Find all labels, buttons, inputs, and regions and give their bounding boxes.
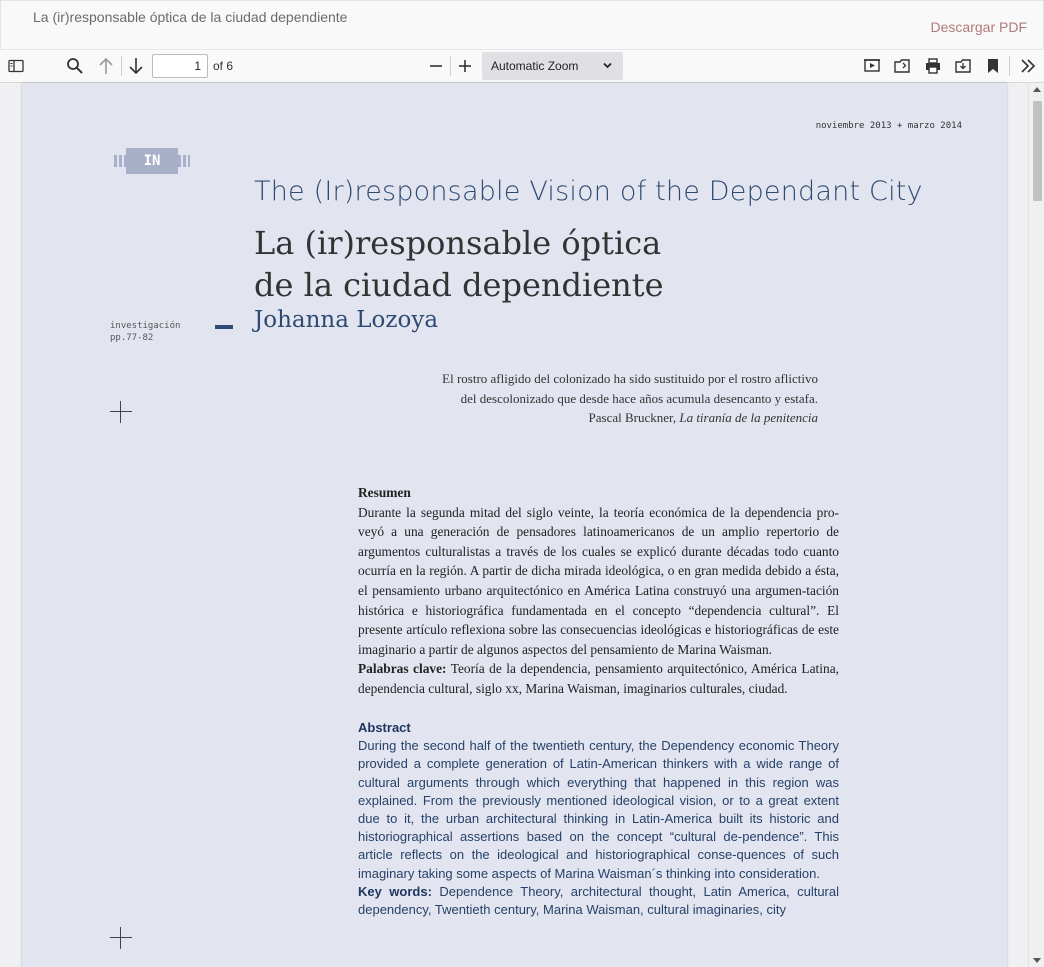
- zoom-out-button[interactable]: [423, 53, 449, 79]
- pdf-page: [22, 83, 1007, 967]
- previous-page-button[interactable]: [93, 53, 119, 79]
- bookmark-button[interactable]: [980, 53, 1006, 79]
- download-icon: [954, 57, 972, 75]
- spanish-title: [254, 222, 664, 306]
- print-button[interactable]: [920, 53, 946, 79]
- toolbar-separator: [121, 56, 122, 76]
- presentation-icon: [863, 57, 881, 75]
- section-label: [110, 320, 180, 344]
- epigraph-author: Pascal Bruckner,: [588, 410, 680, 425]
- spanish-title-line-1: La (ir)responsable óptica: [254, 224, 662, 262]
- scrollbar-thumb[interactable]: [1033, 101, 1042, 201]
- page-count: of 6: [213, 59, 234, 73]
- abstract-heading: Abstract: [358, 720, 411, 735]
- arrow-down-icon: [128, 57, 144, 75]
- next-page-button[interactable]: [123, 53, 149, 79]
- epigraph-attribution: [392, 408, 818, 428]
- zoom-select[interactable]: [482, 52, 623, 80]
- bookmark-icon: [986, 57, 1000, 75]
- sidebar-toggle-button[interactable]: [3, 53, 29, 79]
- page-number-input[interactable]: [152, 54, 208, 78]
- abstract-section: [358, 719, 839, 919]
- zoom-in-button[interactable]: [452, 53, 478, 79]
- issue-date: noviembre 2013 + marzo 2014: [815, 121, 962, 131]
- epigraph-book: La tiranía de la penitencia: [679, 410, 818, 425]
- minus-icon: [429, 59, 443, 73]
- epigraph-line-2: del descolonizado que desde hace años acumula desencanto y estafa.: [460, 390, 818, 406]
- abstract-text: During the second half of the twentieth century, the Dependency economic Theory provided a complete generation of Latin-American thinkers with a wide range of cultural arguments through which everything that happened in this region was explained. From the previously mentioned ideological vision, or to a great extent due to it, the urban architectural thinking in Latin-America built its historic and historiographical assertions based on the concept “cultural de-pendence”. This article reflects on the ideological and historiographical conse-quences of such imaginary taking some aspects of Marina Waisman´s thinking into consideration.: [358, 738, 839, 881]
- toolbar-separator: [450, 56, 451, 76]
- sidebar-toggle-icon: [8, 59, 24, 73]
- badge-pattern-left: [114, 155, 126, 167]
- search-icon: [66, 57, 84, 75]
- double-chevron-icon: [1019, 58, 1037, 74]
- english-title: The (Ir)responsable Vision of the Dependant City: [254, 176, 923, 207]
- save-button[interactable]: [950, 53, 976, 79]
- tools-menu-button[interactable]: [1015, 53, 1041, 79]
- epigraph-line-1: El rostro afligido del colonizado ha sido sustituido por el rostro aflictivo: [442, 371, 818, 386]
- keywords-label: Key words:: [358, 883, 432, 899]
- download-pdf-link[interactable]: Descargar PDF: [930, 19, 1027, 35]
- palabras-clave-label: Palabras clave:: [358, 661, 447, 677]
- chevron-down-icon: [602, 60, 613, 71]
- presentation-mode-button[interactable]: [859, 53, 885, 79]
- pdf-toolbar: [0, 50, 1044, 83]
- resumen-section: [358, 483, 839, 699]
- spanish-title-line-2: de la ciudad dependiente: [254, 266, 664, 304]
- search-button[interactable]: [62, 53, 88, 79]
- section-badge: [114, 148, 190, 174]
- crop-mark-plus: [110, 927, 132, 949]
- section-name: investigación: [110, 321, 181, 331]
- scroll-up-arrow-icon[interactable]: [1033, 87, 1041, 92]
- plus-icon: [458, 59, 472, 73]
- badge-label: IN: [143, 153, 161, 169]
- page-range: pp.77-82: [110, 333, 154, 343]
- resumen-text: Durante la segunda mitad del siglo veinte, la teoría económica de la dependencia pro-veyó a una generación de pensadores latinoamericanos de un amplio repertorio de argumentos culturalistas a través de los cuales se explicó durante décadas todo cuanto ocurría en la región. A partir de dicha mirada ideológica, o en gran medida debido a ésta, el pensamiento urbano arquitectónico en América Latina construyó una argumen-tación histórica e historiográfica fundamentada en el concepto “dependencia cultural”. El presente artículo reflexiona sobre las consecuencias ideológicas e historiográficas de este imaginario a partir de algunos aspectos del pensamiento de Marina Waisman.: [358, 504, 839, 657]
- vertical-scrollbar[interactable]: [1028, 83, 1044, 967]
- resumen-heading: Resumen: [358, 485, 411, 500]
- zoom-select-value: Automatic Zoom: [491, 59, 579, 73]
- scroll-down-arrow-icon[interactable]: [1033, 958, 1041, 963]
- author-name: Johanna Lozoya: [254, 307, 439, 333]
- arrow-up-icon: [98, 57, 114, 75]
- palabras-clave-text: Teoría de la dependencia, pensamiento arquitectónico, América Latina, dependencia cultural, siglo xx, Marina Waisman, imaginarios culturales, ciudad.: [358, 661, 839, 696]
- keywords-text: Dependence Theory, architectural thought, Latin America, cultural dependency, Twentieth century, Marina Waisman, cultural imaginaries, city: [358, 883, 839, 918]
- print-icon: [924, 57, 942, 75]
- document-title: La (ir)responsable óptica de la ciudad dependiente: [33, 9, 348, 25]
- toolbar-separator: [1009, 56, 1010, 76]
- open-file-button[interactable]: [889, 53, 915, 79]
- open-file-icon: [893, 57, 911, 75]
- crop-mark-plus: [110, 401, 132, 423]
- author-dash: [215, 325, 233, 329]
- badge-pattern-right: [178, 155, 190, 167]
- epigraph: [392, 369, 818, 428]
- document-header: [0, 0, 1044, 50]
